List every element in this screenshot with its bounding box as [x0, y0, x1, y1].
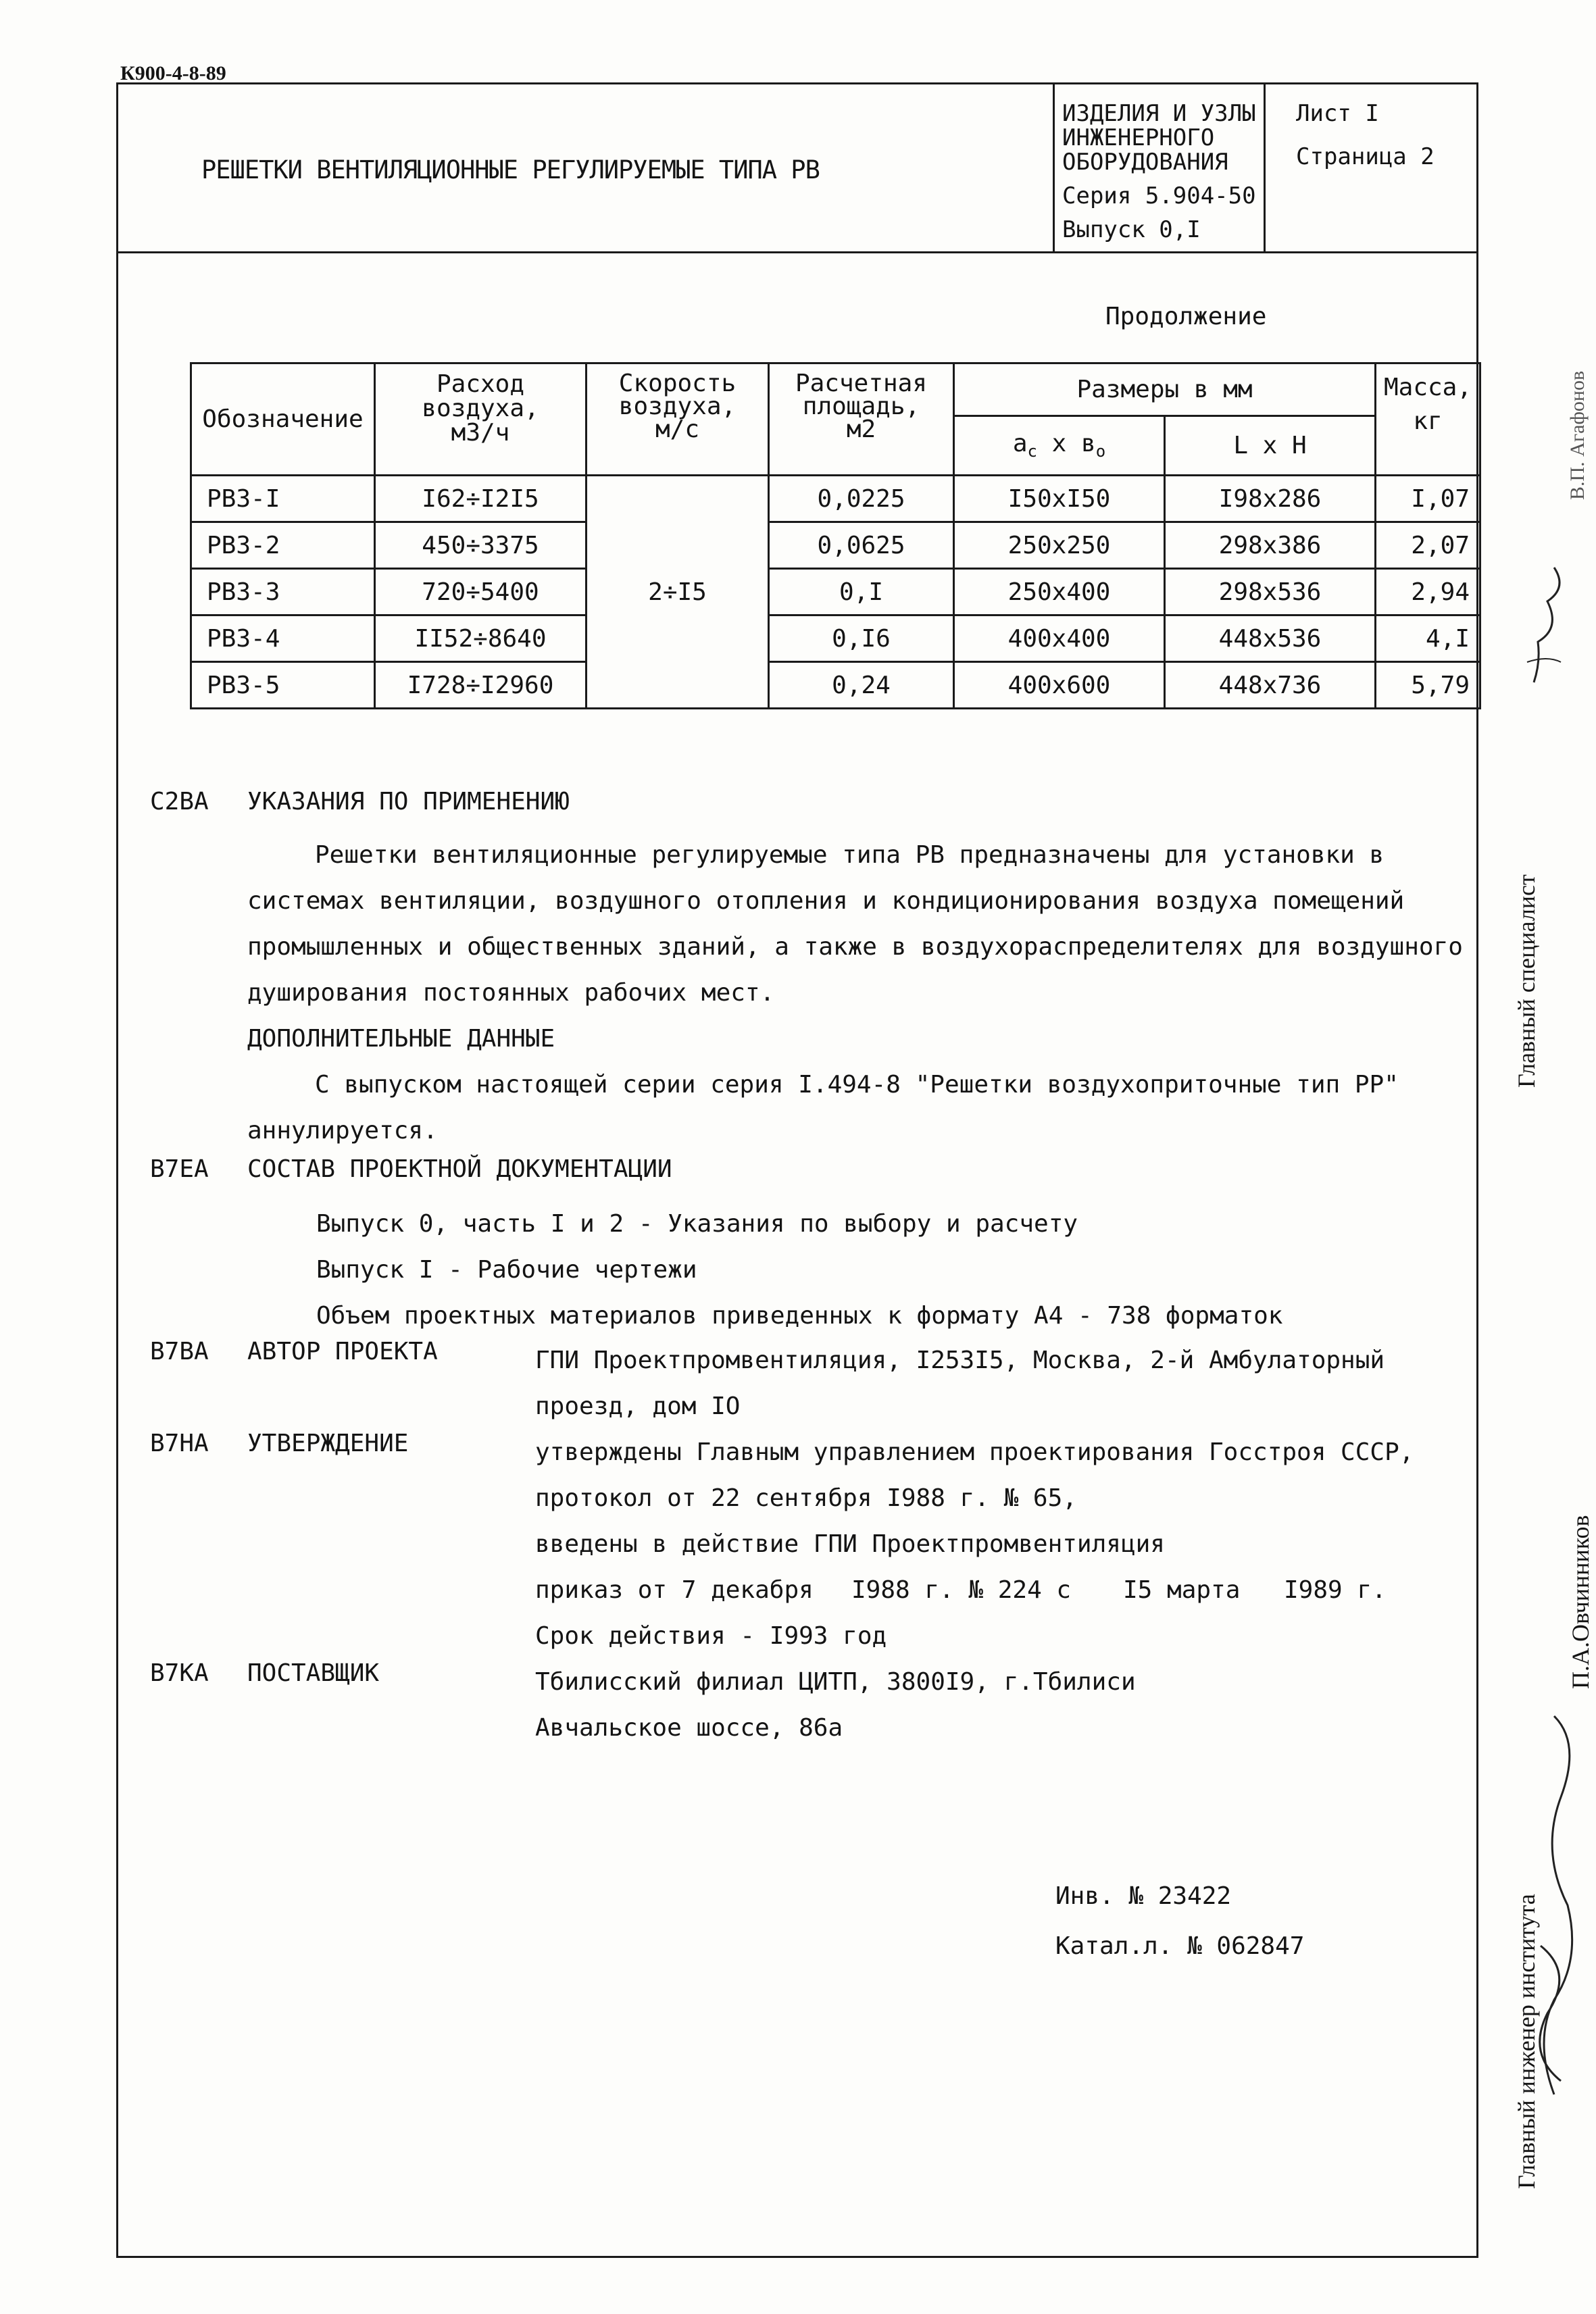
cell-flow: 720÷5400 — [375, 569, 587, 615]
cell-size-ab: 250х400 — [954, 569, 1165, 615]
header-flow: Расход воздуха, м3/ч — [375, 363, 587, 476]
cell-area: 0,I — [769, 569, 954, 615]
side-chief-engineer: Главный инженер института — [1513, 1894, 1540, 2189]
header-area: Расчетная площадь, м2 — [769, 363, 954, 476]
cell-designation: РВ3-I — [191, 476, 375, 522]
cell-mass: I,07 — [1376, 476, 1480, 522]
code-b7ba: В7ВА — [150, 1338, 209, 1365]
cell-flow: I62÷I2I5 — [375, 476, 587, 522]
approval-text: утверждены Главным управлением проектирования Госстроя СССР, протокол от 22 сентября I988 г. № 65, введены в действие ГПИ Проектпромвентиляция приказ от 7 декабря I988 г. № 224 с I5 марта I989 г. Срок действия - I993 год — [535, 1438, 1414, 1650]
cell-flow: I728÷I2960 — [375, 662, 587, 709]
cell-size-lh: I98х286 — [1165, 476, 1376, 522]
cell-size-ab: 400х400 — [954, 615, 1165, 662]
cell-mass: 2,07 — [1376, 522, 1480, 569]
document-title: РЕШЕТКИ ВЕНТИЛЯЦИОННЫЕ РЕГУЛИРУЕМЫЕ ТИПА РВ — [201, 155, 820, 184]
cell-designation: РВ3-3 — [191, 569, 375, 615]
heading-extra-data: ДОПОЛНИТЕЛЬНЫЕ ДАННЫЕ — [247, 1025, 555, 1053]
inventory-number: Инв. № 23422 — [1055, 1882, 1232, 1910]
cell-mass: 4,I — [1376, 615, 1480, 662]
code-b7ka: В7КА — [150, 1659, 209, 1687]
cell-size-ab: I50хI50 — [954, 476, 1165, 522]
cell-mass: 5,79 — [1376, 662, 1480, 709]
sheet-info — [1296, 101, 1435, 169]
cell-area: 0,I6 — [769, 615, 954, 662]
side-name-mid: П.А.Овчинников — [1567, 1515, 1594, 1689]
cell-designation: РВ3-2 — [191, 522, 375, 569]
cell-flow: II52÷8640 — [375, 615, 587, 662]
spec-table — [190, 362, 1481, 709]
sheet-number: Лист I — [1296, 100, 1379, 127]
heading-approval: УТВЕРЖДЕНИЕ — [247, 1430, 409, 1457]
series: Серия 5.904-50 — [1062, 182, 1256, 209]
table-row — [191, 615, 1480, 662]
code-c2ba: С2ВА — [150, 788, 209, 815]
cell-designation: РВ3-4 — [191, 615, 375, 662]
side-name-top: В.П. Агафонов — [1566, 370, 1589, 500]
code-b7ha: В7НА — [150, 1430, 209, 1457]
side-chief-specialist: Главный специалист — [1513, 874, 1540, 1088]
title-block-divider-2 — [1264, 82, 1266, 253]
heading-supplier: ПОСТАВЩИК — [247, 1659, 380, 1687]
cell-mass: 2,94 — [1376, 569, 1480, 615]
heading-documentation: СОСТАВ ПРОЕКТНОЙ ДОКУМЕНТАЦИИ — [247, 1155, 672, 1183]
header-speed: Скорость воздуха, м/с — [587, 363, 769, 476]
cell-size-lh: 448х736 — [1165, 662, 1376, 709]
header-sizes: Размеры в мм — [954, 363, 1376, 416]
cell-speed: 2÷I5 — [587, 476, 769, 709]
heading-author: АВТОР ПРОЕКТА — [247, 1338, 438, 1365]
cell-size-lh: 298х386 — [1165, 522, 1376, 569]
cell-size-ab: 400х600 — [954, 662, 1165, 709]
cell-area: 0,0625 — [769, 522, 954, 569]
cell-area: 0,0225 — [769, 476, 954, 522]
title-block-bottom-line — [116, 251, 1478, 253]
cell-size-lh: 448х536 — [1165, 615, 1376, 662]
table-row — [191, 476, 1480, 522]
table-row — [191, 662, 1480, 709]
section-name: ИЗДЕЛИЯ И УЗЛЫ ИНЖЕНЕРНОГО ОБОРУДОВАНИЯ Серия 5.904-50 Выпуск 0,I — [1062, 100, 1256, 243]
issue: Выпуск 0,I — [1062, 216, 1201, 243]
cell-flow: 450÷3375 — [375, 522, 587, 569]
cell-designation: РВ3-5 — [191, 662, 375, 709]
author-text: ГПИ Проектпромвентиляция, I253I5, Москва, 2-й Амбулаторный проезд, дом IO — [535, 1347, 1385, 1420]
document-code: К900-4-8-89 — [120, 62, 226, 84]
signature-top — [1520, 561, 1574, 696]
documentation-list: Выпуск 0, часть I и 2 - Указания по выбору и расчету Выпуск I - Рабочие чертежи Объем проектных материалов приведенных к формату А4 - 738 форматок — [316, 1210, 1283, 1330]
table-row — [191, 522, 1480, 569]
header-size-ab: $а_с$ х $в_о$ — [954, 416, 1165, 476]
header-mass: Масса, кг — [1376, 363, 1480, 476]
catalog-number: Катал.л. № 062847 — [1055, 1932, 1305, 1960]
supplier-text: Тбилисский филиал ЦИТП, 3800I9, г.Тбилиси Авчальское шоссе, 86а — [535, 1668, 1136, 1742]
title-block-divider-1 — [1053, 82, 1055, 253]
continuation-label: Продолжение — [1105, 303, 1267, 330]
header-designation: Обозначение — [191, 363, 375, 476]
cell-size-lh: 298х536 — [1165, 569, 1376, 615]
signature-bottom — [1514, 1703, 1588, 2108]
page-number: Страница 2 — [1296, 143, 1435, 170]
cell-size-ab: 250х250 — [954, 522, 1165, 569]
heading-application: УКАЗАНИЯ ПО ПРИМЕНЕНИЮ — [247, 788, 570, 815]
code-b7ea: В7ЕА — [150, 1155, 209, 1183]
cell-area: 0,24 — [769, 662, 954, 709]
table-row — [191, 569, 1480, 615]
header-size-lh: L х H — [1165, 416, 1376, 476]
application-paragraph: Решетки вентиляционные регулируемые типа РВ предназначены для установки в системах вентиляции, воздушного отопления и кондиционирования воздуха помещений промышленных и общественных зданий, а также в воздухораспределителях для воздушного душирования постоянных рабочих мест. ДОПОЛНИТЕЛЬНЫЕ ДАННЫЕ С выпуском настоящей серии серия I.494-8 "Решетки воздухоприточные тип РР" аннулируется. — [247, 841, 1463, 1145]
